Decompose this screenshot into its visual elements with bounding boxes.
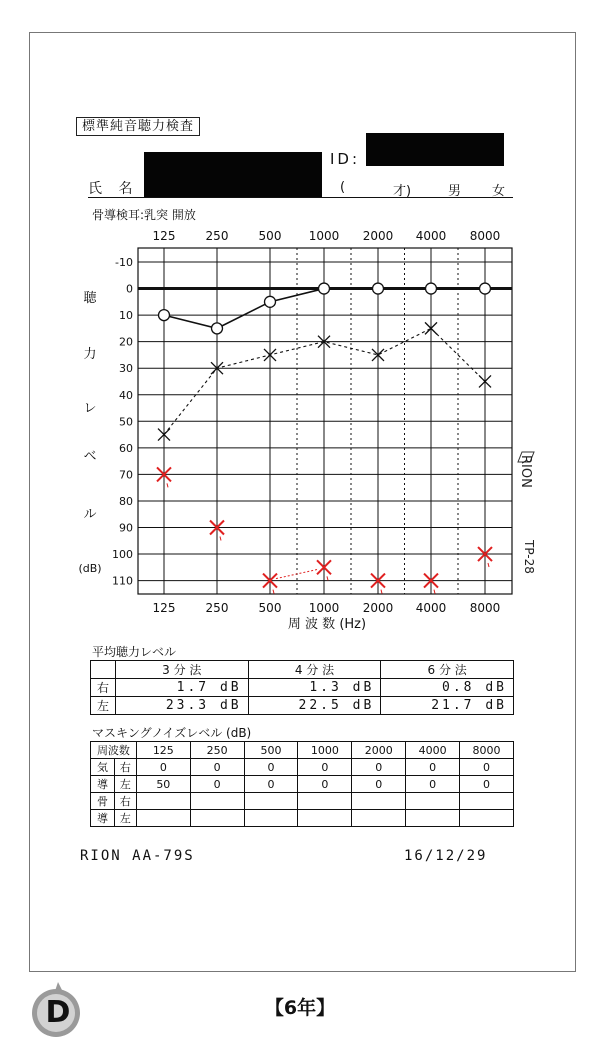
masking-freq: 125 [136,742,190,759]
masking-freq: 2000 [352,742,406,759]
masking-freq: 250 [190,742,244,759]
average-right-6: 0.8 dB [381,679,514,697]
average-title: 平均聴力レベル [92,645,177,659]
masking-cell [298,793,352,810]
masking-cell: 0 [298,776,352,793]
x-tick-label-top: 4000 [415,229,447,243]
masking-freq: 4000 [406,742,460,759]
x-tick-label: 8000 [469,601,501,615]
masking-cell: 0 [406,776,460,793]
sex-female: 女 [492,184,506,199]
average-header-6: 6 分 法 [381,661,514,679]
masking-cell: 0 [406,759,460,776]
x-axis-title: 周 波 数 (Hz) [287,617,367,632]
badge-letter: D [45,995,71,1030]
masking-cell [136,793,190,810]
y-axis-label: (dB) [78,562,102,575]
name-label: 氏 名 [88,181,139,197]
average-ear-right: 右 [91,679,116,697]
age-open: ( [340,180,346,195]
y-tick-label: 40 [119,388,133,402]
red-arrow [381,590,382,594]
y-axis-label: 聴 [83,291,97,306]
x-tick-label-top: 2000 [362,229,394,243]
masking-cell [460,793,514,810]
x-tick-label: 2000 [362,601,394,615]
average-header-3: 3 分 法 [115,661,248,679]
masking-cell: 0 [298,759,352,776]
masking-freq-label: 周波数 [91,742,137,759]
data-point-circle [373,283,384,294]
average-left-6: 21.7 dB [381,697,514,715]
y-tick-label: 60 [119,441,133,455]
id-label: ID: [330,150,361,168]
masking-bone-label-1: 骨 [91,793,115,810]
x-tick-label-top: 500 [258,229,282,243]
masking-freq: 8000 [460,742,514,759]
y-tick-label: -10 [115,256,133,269]
y-tick-label: 10 [119,309,133,323]
x-tick-label: 250 [205,601,229,615]
masking-cell [406,810,460,827]
y-tick-label: 100 [112,548,133,562]
masking-cell: 0 [190,759,244,776]
average-ear-left: 左 [91,697,116,715]
masking-title: マスキングノイズレベル (dB) [92,726,252,740]
y-tick-label: 90 [119,521,133,535]
masking-cell [298,810,352,827]
device-model: RION AA-79S [80,848,195,864]
masking-cell [352,793,406,810]
masking-ear-left: 左 [114,776,136,793]
masking-cell: 0 [460,759,514,776]
grade-label: 【6年】 [264,997,336,1019]
x-tick-label-top: 125 [152,229,176,243]
y-tick-label: 0 [126,282,133,296]
masking-freq: 500 [244,742,298,759]
masking-bone-right-row [91,793,514,810]
red-arrow [327,576,328,580]
x-tick-label: 500 [258,601,282,615]
average-right-3: 1.7 dB [115,679,248,697]
y-tick-label: 20 [119,335,133,349]
average-right-4: 1.3 dB [248,679,381,697]
x-tick-label-top: 8000 [469,229,501,243]
masking-air-right-row [91,759,514,776]
data-point-circle [480,283,491,294]
y-tick-label: 110 [112,574,133,588]
masking-cell [244,810,298,827]
chart-title: 骨導検耳:乳突 開放 [92,208,196,222]
masking-bone-label-2: 導 [91,810,115,827]
masking-bone-left-row [91,810,514,827]
masking-cell [190,793,244,810]
data-point-circle [319,283,330,294]
data-point-circle [212,323,223,334]
masking-cell: 0 [352,759,406,776]
masking-air-label-1: 気 [91,759,115,776]
average-left-3: 23.3 dB [115,697,248,715]
y-tick-label: 70 [119,468,133,482]
y-axis-label: レ [83,401,97,416]
form-number: TP-28 [522,540,536,574]
masking-air-left-row [91,776,514,793]
masking-cell [406,793,460,810]
masking-cell: 0 [136,759,190,776]
y-tick-label: 50 [119,415,133,429]
masking-cell: 0 [244,776,298,793]
red-arrow [167,483,168,487]
masking-cell [460,810,514,827]
masking-ear-right: 右 [114,793,136,810]
y-axis-label: 力 [83,347,97,362]
red-arrow [434,590,435,594]
masking-cell: 0 [460,776,514,793]
average-row-right [91,679,514,697]
masking-cell [244,793,298,810]
masking-cell: 50 [136,776,190,793]
sex-male: 男 [448,184,462,199]
data-point-circle [265,296,276,307]
test-date: 16/12/29 [404,848,488,864]
masking-cell: 0 [244,759,298,776]
series-line-red [276,569,318,578]
age-unit: 才) [393,184,412,199]
average-left-4: 22.5 dB [248,697,381,715]
masking-cell [136,810,190,827]
data-point-circle [159,310,170,321]
y-axis-label: ベ [83,449,97,464]
x-tick-label-top: 1000 [308,229,340,243]
masking-ear-right: 右 [114,759,136,776]
average-header-row [91,661,514,679]
data-point-circle [426,283,437,294]
red-arrow [220,537,221,541]
masking-table [90,741,514,827]
y-tick-label: 30 [119,362,133,376]
average-corner [91,661,116,679]
y-axis-label: ル [83,507,97,522]
masking-cell [352,810,406,827]
masking-cell: 0 [190,776,244,793]
y-tick-label: 80 [119,494,133,508]
masking-freq-row [91,742,514,759]
red-arrow [273,590,274,594]
x-tick-label: 4000 [415,601,447,615]
masking-ear-left: 左 [114,810,136,827]
x-tick-label: 1000 [308,601,340,615]
masking-cell [190,810,244,827]
masking-freq: 1000 [298,742,352,759]
x-tick-label: 125 [152,601,176,615]
red-arrow [488,563,489,567]
masking-air-label-2: 導 [91,776,115,793]
rion-logo-text: RION [518,455,533,488]
average-table [90,660,514,715]
x-tick-label-top: 250 [205,229,229,243]
average-header-4: 4 分 法 [248,661,381,679]
masking-cell: 0 [352,776,406,793]
form-title: 標準純音聴力検査 [76,117,200,136]
average-row-left [91,697,514,715]
